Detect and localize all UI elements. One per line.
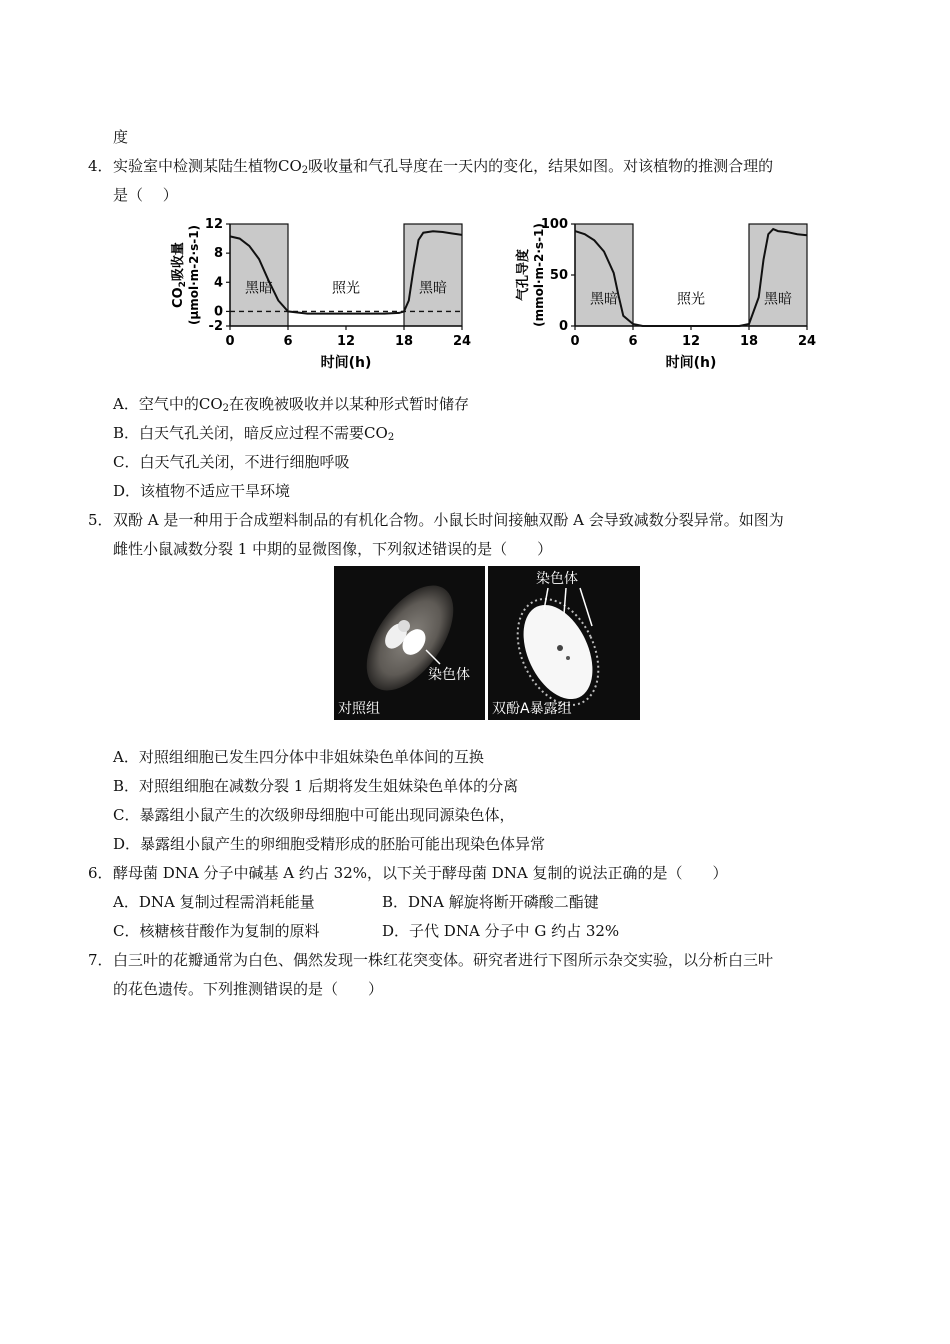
question-4-option-c[interactable]: C．白天气孔关闭，不进行细胞呼吸 [113, 453, 350, 471]
x-tick-label: 12 [681, 334, 701, 349]
question-5-stem-line2: 雌性小鼠减数分裂 1 中期的显微图像，下列叙述错误的是（ ） [113, 540, 553, 558]
question-7-stem-line1: 白三叶的花瓣通常为白色、偶然发现一株红花突变体。研究者进行下图所示杂交实验，以分析白三叶 [113, 951, 774, 969]
y-tick-label: 12 [204, 217, 223, 232]
dark-region [575, 224, 633, 326]
question-4-stem-line1: 实验室中检测某陆生植物$CO_2$吸收量和气孔导度在一天内的变化，结果如图。对该植物的推测合理的 [113, 157, 774, 176]
x-tick-label: 0 [225, 334, 235, 349]
bpa-group-micrograph [488, 566, 640, 720]
x-tick-label: 0 [570, 334, 580, 349]
bpa-group-caption: 双酚A暴露组 [492, 701, 572, 717]
x-tick-label: 24 [797, 334, 817, 349]
control-cell-image [334, 566, 485, 720]
bpa-chromosome-label: 染色体 [536, 571, 578, 587]
control-chromosome-label: 染色体 [428, 667, 470, 683]
y-tick-label: 4 [213, 275, 223, 291]
region-label: 黑暗 [590, 291, 618, 308]
y-tick-label: 50 [549, 268, 568, 283]
x-tick-label: 18 [739, 334, 759, 349]
control-group-caption: 对照组 [338, 701, 380, 717]
y-tick-label: 0 [558, 319, 568, 334]
y-tick-label: 0 [213, 304, 223, 320]
question-5-option-b[interactable]: B．对照组细胞在减数分裂 1 后期将发生姐妹染色单体的分离 [113, 777, 519, 795]
question-6-stem: 酵母菌 DNA 分子中碱基 A 约占 32%，以下关于酵母菌 DNA 复制的说法正确的是（ ） [113, 864, 728, 882]
question-5-option-c[interactable]: C．暴露组小鼠产生的次级卵母细胞中可能出现同源染色体， [113, 806, 515, 824]
question-5-option-d[interactable]: D．暴露组小鼠产生的卵细胞受精形成的胚胎可能出现染色体异常 [113, 835, 546, 853]
x-axis-label: 时间(h) [665, 355, 717, 371]
question-5-stem-line1: 双酚 A 是一种用于合成塑料制品的有机化合物。小鼠长时间接触双酚 A 会导致减数分裂异常。如图为 [113, 511, 784, 529]
continuation-text: 度 [113, 128, 129, 146]
dark-region [749, 224, 807, 326]
question-6-option-b[interactable]: B．DNA 解旋将断开磷酸二酯键 [382, 893, 599, 911]
x-axis-label: 时间(h) [320, 355, 372, 371]
y-axis-label: 气孔导度 [516, 248, 531, 302]
stomatal-conductance-chart [495, 212, 825, 377]
y-tick-label: 8 [213, 246, 223, 262]
x-tick-label: 12 [336, 334, 356, 349]
question-4-stem-line2: 是（ ） [113, 186, 178, 204]
region-label: 黑暗 [245, 280, 273, 297]
region-label: 黑暗 [764, 291, 792, 308]
x-tick-label: 6 [628, 334, 638, 349]
control-group-micrograph [334, 566, 485, 720]
x-tick-label: 6 [283, 334, 293, 349]
question-6-option-a[interactable]: A．DNA 复制过程需消耗能量 [113, 893, 315, 911]
y-axis-label: $CO_2$吸收量 [171, 242, 188, 308]
question-4-option-b[interactable]: B．白天气孔关闭，暗反应过程不需要$CO_2$ [113, 424, 395, 443]
question-5-option-a[interactable]: A．对照组细胞已发生四分体中非姐妹染色单体间的互换 [113, 748, 484, 766]
region-label: 照光 [677, 291, 705, 308]
bpa-cell-image [488, 566, 640, 720]
question-7-stem-line2: 的花色遗传。下列推测错误的是（ ） [113, 980, 384, 998]
y-tick-label: -2 [208, 319, 223, 334]
x-tick-label: 18 [394, 334, 414, 349]
question-6-option-c[interactable]: C．核糖核苷酸作为复制的原料 [113, 922, 320, 940]
question-4-option-d[interactable]: D．该植物不适应干旱环境 [113, 482, 291, 500]
y-tick-label: 100 [540, 217, 568, 232]
x-tick-label: 24 [452, 334, 472, 349]
question-7-number: 7． [88, 951, 113, 969]
co2-uptake-chart [150, 212, 480, 377]
question-5-number: 5． [88, 511, 113, 529]
question-6-number: 6． [88, 864, 113, 882]
region-label: 黑暗 [419, 280, 447, 297]
question-4-option-a[interactable]: A．空气中的$CO_2$在夜晚被吸收并以某种形式暂时储存 [113, 395, 470, 414]
y-axis-unit: (mmol·m-2·s-1) [532, 223, 546, 327]
question-6-option-d[interactable]: D．子代 DNA 分子中 G 约占 32% [382, 922, 620, 940]
region-label: 照光 [332, 280, 360, 297]
question-4-number: 4． [88, 157, 113, 175]
y-axis-unit: (μmol·m-2·s-1) [187, 224, 201, 326]
